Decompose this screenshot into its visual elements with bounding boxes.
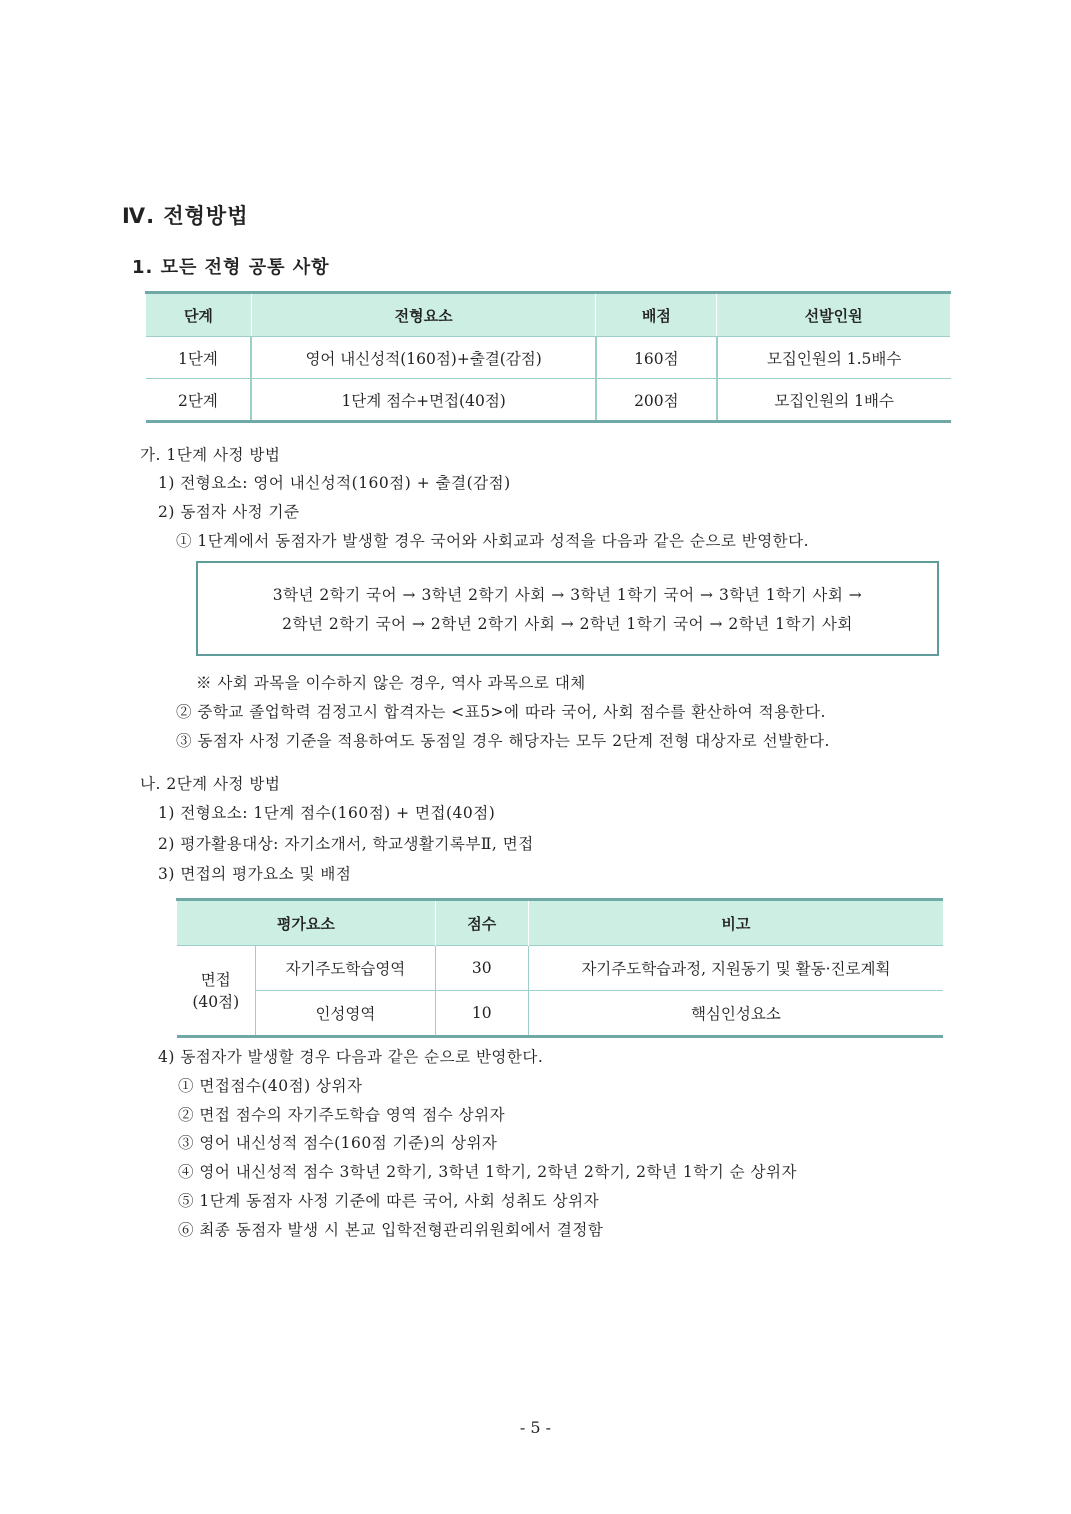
ga-note: ※ 사회 과목을 이수하지 않은 경우, 역사 과목으로 대체 <box>196 674 586 692</box>
common-criteria-table <box>145 291 951 423</box>
section-title: Ⅳ. 전형방법 <box>122 204 249 228</box>
ga-circ-2: ② 중학교 졸업학력 검정고시 합격자는 <표5>에 따라 국어, 사회 점수를 환산하여 적용한다. <box>176 703 826 721</box>
page-number: - 5 - <box>519 1418 552 1437</box>
ga-circ-3: ③ 동점자 사정 기준을 적용하여도 동점일 경우 해당자는 모두 2단계 전형 대상자로 선발한다. <box>176 732 830 750</box>
group-cell <box>177 946 256 1037</box>
ga-item-2: 2) 동점자 사정 기준 <box>158 503 300 521</box>
tie-item: ① 면접점수(40점) 상위자 <box>178 1077 363 1095</box>
table-cell: 200점 <box>596 379 717 422</box>
table-cell: 모집인원의 1.5배수 <box>717 337 951 379</box>
table-row <box>146 337 951 379</box>
table-cell: 2단계 <box>146 379 252 422</box>
table-cell: 인성영역 <box>255 991 435 1037</box>
header-cell: 배점 <box>596 293 717 337</box>
header-cell: 단계 <box>146 293 252 337</box>
order-line-2: 2학년 2학기 국어 → 2학년 2학기 사회 → 2학년 1학기 국어 → 2학년 1학기 사회 <box>282 615 853 633</box>
table-cell: 자기주도학습영역 <box>255 946 435 991</box>
ga-item-1: 1) 전형요소: 영어 내신성적(160점) + 출결(감점) <box>158 474 511 492</box>
ga-title: 가. 1단계 사정 방법 <box>140 446 281 464</box>
tie-item: ② 면접 점수의 자기주도학습 영역 점수 상위자 <box>178 1106 506 1124</box>
header-cell: 비고 <box>528 900 943 946</box>
table-cell: 160점 <box>596 337 717 379</box>
tie-item: ⑥ 최종 동점자 발생 시 본교 입학전형관리위원회에서 결정함 <box>178 1221 604 1239</box>
header-cell: 점수 <box>435 900 528 946</box>
table-cell: 1단계 점수+면접(40점) <box>251 379 596 422</box>
na-item-2: 2) 평가활용대상: 자기소개서, 학교생활기록부Ⅱ, 면접 <box>158 835 534 853</box>
header-cell: 선발인원 <box>717 293 951 337</box>
table-row <box>177 991 944 1037</box>
header-cell: 전형요소 <box>251 293 596 337</box>
table-header-row <box>146 293 951 337</box>
group-label: 면접 <box>200 970 231 989</box>
sub-title: 1. 모든 전형 공통 사항 <box>132 257 330 278</box>
table-cell: 1단계 <box>146 337 252 379</box>
table-cell: 30 <box>435 946 528 991</box>
table-cell: 모집인원의 1배수 <box>717 379 951 422</box>
na-item-1: 1) 전형요소: 1단계 점수(160점) + 면접(40점) <box>158 804 496 822</box>
table-header-row <box>177 900 944 946</box>
tie-item: ⑤ 1단계 동점자 사정 기준에 따른 국어, 사회 성취도 상위자 <box>178 1192 600 1210</box>
table-cell: 10 <box>435 991 528 1037</box>
header-cell: 평가요소 <box>177 900 436 946</box>
na-item-3: 3) 면접의 평가요소 및 배점 <box>158 865 352 883</box>
ga-circ-1: ① 1단계에서 동점자가 발생할 경우 국어와 사회교과 성적을 다음과 같은 순으로 반영한다. <box>176 532 810 550</box>
tie-item: ③ 영어 내신성적 점수(160점 기준)의 상위자 <box>178 1134 498 1152</box>
table-cell: 자기주도학습과정, 지원동기 및 활동·진로계획 <box>528 946 943 991</box>
table-cell: 영어 내신성적(160점)+출결(감점) <box>251 337 596 379</box>
na-title: 나. 2단계 사정 방법 <box>140 775 281 793</box>
group-points: (40점) <box>192 992 240 1011</box>
tie-title: 4) 동점자가 발생할 경우 다음과 같은 순으로 반영한다. <box>158 1048 544 1066</box>
tie-item: ④ 영어 내신성적 점수 3학년 2학기, 3학년 1학기, 2학년 2학기, 2학년 1학기 순 상위자 <box>178 1163 797 1181</box>
order-line-1: 3학년 2학기 국어 → 3학년 2학기 사회 → 3학년 1학기 국어 → 3학년 1학기 사회 → <box>272 586 863 604</box>
table-row <box>146 379 951 422</box>
reflection-order-box <box>196 561 939 656</box>
interview-criteria-table <box>176 898 943 1038</box>
table-cell: 핵심인성요소 <box>528 991 943 1037</box>
table-row <box>177 946 944 991</box>
